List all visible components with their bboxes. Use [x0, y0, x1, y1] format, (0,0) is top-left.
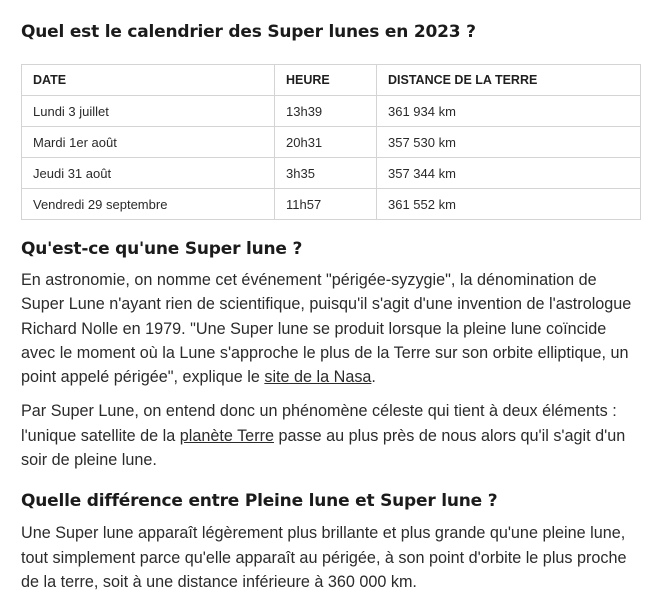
cell-time: 20h31 [275, 127, 377, 158]
header-time: HEURE [275, 65, 377, 96]
article [21, 0, 641, 594]
paragraph-definition [21, 268, 641, 389]
cell-time: 3h35 [275, 158, 377, 189]
table-row [22, 158, 641, 189]
paragraph-explanation [21, 399, 641, 472]
paragraph-text: Par Super Lune, on entend donc un phénomène céleste qui tient à deux éléments : l'unique satellite de la [21, 402, 617, 445]
cell-time: 11h57 [275, 189, 377, 220]
nasa-site-link[interactable]: site de la Nasa [264, 368, 372, 387]
heading-calendar: Quel est le calendrier des Super lunes en 2023 ? [21, 22, 476, 42]
table-row [22, 96, 641, 127]
cell-distance: 357 530 km [377, 127, 641, 158]
planet-earth-link[interactable]: planète Terre [179, 426, 274, 445]
cell-distance: 361 934 km [377, 96, 641, 127]
cell-date: Lundi 3 juillet [22, 96, 275, 127]
heading-what-is-supermoon: Qu'est-ce qu'une Super lune ? [21, 239, 303, 259]
paragraph-end: . [371, 368, 376, 387]
table-header-row [22, 65, 641, 96]
table-row [22, 127, 641, 158]
cell-date: Mardi 1er août [22, 127, 275, 158]
heading-difference: Quelle différence entre Pleine lune et Super lune ? [21, 491, 498, 512]
paragraph-text: En astronomie, on nomme cet événement "périgée-syzygie", la dénomination de Super Lune n'ayant rien de scientifique, puisqu'il s'agit d'une invention de l'astrologue Richard Nolle en 1979. "Une Super lune se produit lorsque la pleine lune coïncide avec le moment où la Lune s'approche le plus de la Terre sur son orbite elliptique, un point appelé périgée", explique le [21, 271, 632, 387]
supermoon-table [21, 64, 641, 220]
cell-date: Jeudi 31 août [22, 158, 275, 189]
table-row [22, 189, 641, 220]
paragraph-end: passe au plus près de nous alors qu'il s'agit d'un soir de pleine lune. [21, 426, 626, 470]
paragraph-difference: Une Super lune apparaît légèrement plus brillante et plus grande qu'une pleine lune, tout simplement parce qu'elle apparaît au périgée, à son point d'orbite le plus proche de la terre, soit à une distance inférieure à 360 000 km. [21, 524, 627, 591]
cell-date: Vendredi 29 septembre [22, 189, 275, 220]
cell-distance: 361 552 km [377, 189, 641, 220]
cell-distance: 357 344 km [377, 158, 641, 189]
cell-time: 13h39 [275, 96, 377, 127]
header-distance: DISTANCE DE LA TERRE [377, 65, 641, 96]
header-date: DATE [22, 65, 275, 96]
